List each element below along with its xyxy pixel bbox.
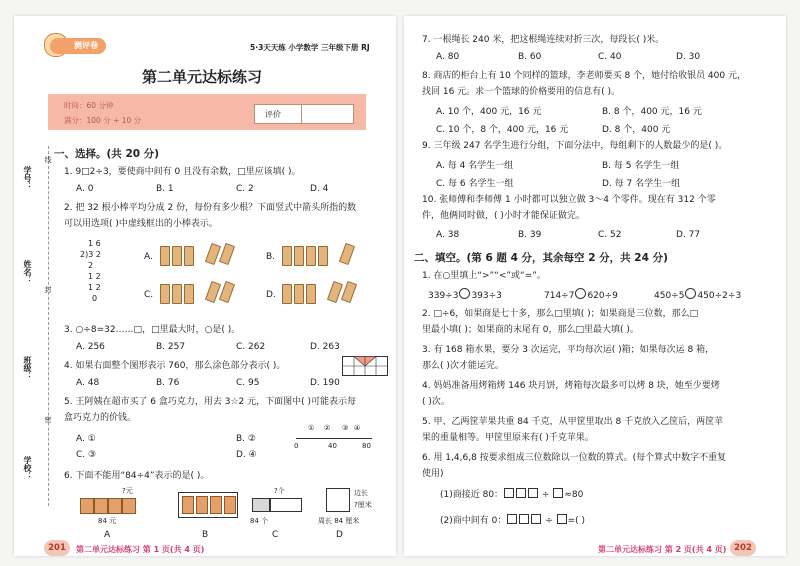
q8-option-c: C. 10 个，8 个，400 元，16 元 xyxy=(436,125,569,135)
q6-figure-c xyxy=(250,486,310,542)
axis-label-80: 80 xyxy=(362,442,371,450)
compare-circle[interactable] xyxy=(685,288,696,299)
q7-option-d: D. 30 xyxy=(676,52,701,62)
q9-option-b: B. 每 5 名学生一组 xyxy=(602,161,680,171)
seal-mark-seal: 封 xyxy=(44,286,52,293)
question-8-line1: 8. 商店的柜台上有 10 个同样的篮球，李老师要买 8 个，她付给收银员 400 元， xyxy=(422,71,746,81)
compare-2-right: 620÷9 xyxy=(587,291,618,301)
q6-d-perimeter: 周长 84 厘米 xyxy=(318,517,360,525)
fill-6-part-2: (2)商中间有 0： ÷ =( ) xyxy=(440,516,586,526)
question-2-line2: 可以用选项( )中虚线框出的小棒表示。 xyxy=(64,219,218,229)
q10-option-b: B. 39 xyxy=(518,230,542,240)
part-1-end: ≈80 xyxy=(564,490,584,500)
fill-question-2-line2: 里最小填( )；如果商的末尾有 0，那么□里最大填( )。 xyxy=(422,325,639,335)
side-label-name: 姓名： xyxy=(23,260,32,284)
test-badge: 测评卷 xyxy=(50,38,106,54)
compare-1-right: 393÷3 xyxy=(471,291,502,301)
side-label-number: 学号： xyxy=(23,166,32,190)
div-step-2: 1 2 xyxy=(88,272,101,281)
q6-c-question: ?个 xyxy=(274,487,285,495)
question-6: 6. 下面不能用“84÷4”表示的是( )。 xyxy=(64,471,210,481)
digit-box[interactable] xyxy=(507,514,517,524)
fill-question-4-line2: ( )次。 xyxy=(422,397,450,407)
q1-option-a: A. 0 xyxy=(76,184,94,194)
q7-option-c: C. 40 xyxy=(598,52,622,62)
q6-label-c: C xyxy=(272,530,279,540)
q1-option-b: B. 1 xyxy=(156,184,174,194)
compare-3-left: 450÷5 xyxy=(654,291,685,301)
fill-question-4-line1: 4. 妈妈准备用烤箱烤 146 块月饼，烤箱每次最多可以烤 8 块，她至少要烤 xyxy=(422,381,720,391)
sticks-figure-d xyxy=(282,280,372,310)
div-dividend: 2)3 2 xyxy=(80,250,101,259)
fill-question-6-line1: 6. 用 1,4,6,8 按要求组成三位数除以一位数的算式。(每个算式中数字不重复 xyxy=(422,453,727,463)
q10-option-d: D. 77 xyxy=(676,230,701,240)
q3-option-b: B. 257 xyxy=(156,342,186,352)
page-number-left: 201 xyxy=(44,540,70,556)
page-number-right: 202 xyxy=(730,540,756,556)
fill-question-3-line1: 3. 有 168 箱水果，要分 3 次运完，平均每次运( )箱；如果每次运 8 箱， xyxy=(422,345,715,355)
binding-line xyxy=(48,146,49,506)
q6-d-question: ?厘米 xyxy=(354,501,372,509)
sticks-figure-a xyxy=(160,242,250,272)
axis-mark-1: ① xyxy=(308,424,315,432)
q4-option-b: B. 76 xyxy=(156,378,180,388)
q6-figure-b xyxy=(176,486,246,542)
sticks-figure-c xyxy=(160,280,250,310)
q4-option-a: A. 48 xyxy=(76,378,100,388)
grade-box xyxy=(254,104,354,124)
question-5-line1: 5. 王阿姨在超市买了 6 盒巧克力，用去 3☆2 元，下面图中( )可能表示每 xyxy=(64,397,357,407)
footer-right: 第二单元达标练习 第 2 页(共 4 页) xyxy=(598,545,727,554)
q5-option-d: D. ④ xyxy=(236,450,257,460)
axis-mark-4: ④ xyxy=(354,424,361,432)
q7-option-a: A. 80 xyxy=(436,52,460,62)
side-label-school: 学校： xyxy=(23,456,32,480)
q6-figure-d xyxy=(318,486,394,542)
fill-6-part-1: (1)商接近 80： ÷ ≈80 xyxy=(440,490,584,500)
q6-label-a: A xyxy=(104,530,111,540)
q6-label-b: B xyxy=(202,530,209,540)
q6-a-total: 84 元 xyxy=(98,517,117,525)
q9-option-c: C. 每 6 名学生一组 xyxy=(436,179,514,189)
q8-option-d: D. 8 个，400 元 xyxy=(602,125,671,135)
fill-1-compare-2 xyxy=(544,288,618,302)
compare-2-left: 714÷7 xyxy=(544,291,575,301)
digit-box[interactable] xyxy=(528,488,538,498)
digit-box[interactable] xyxy=(516,488,526,498)
axis-label-0: 0 xyxy=(294,442,299,450)
q2-label-c: C. xyxy=(144,290,154,300)
question-5-line2: 盒巧克力的价钱。 xyxy=(64,413,137,423)
footer-left: 第二单元达标练习 第 1 页(共 4 页) xyxy=(76,545,205,554)
div-step-1: 2 xyxy=(88,261,94,270)
q9-option-d: D. 每 7 名学生一组 xyxy=(602,179,681,189)
fill-1-compare-1 xyxy=(428,288,502,302)
left-page xyxy=(14,16,396,556)
q9-option-a: A. 每 4 名学生一组 xyxy=(436,161,514,171)
question-1: 1. 9□2÷3，要使商中间有 0 且没有余数，□里应该填( )。 xyxy=(64,167,301,177)
q1-option-c: C. 2 xyxy=(236,184,254,194)
fill-question-3-line2: 那么( )次才能运完。 xyxy=(422,361,504,371)
q3-option-c: C. 262 xyxy=(236,342,266,352)
page-title: 第二单元达标练习 xyxy=(142,68,263,86)
score-info: 满分：100 分 + 10 分 xyxy=(64,116,142,125)
q2-label-b: B. xyxy=(266,252,276,262)
part-2-end: =( ) xyxy=(567,516,586,526)
question-3: 3. ○÷8=32……□，□里最大时，○是( )。 xyxy=(64,325,241,335)
number-line-figure xyxy=(294,420,384,454)
q10-option-c: C. 52 xyxy=(598,230,622,240)
compare-circle[interactable] xyxy=(459,288,470,299)
digit-box[interactable] xyxy=(519,514,529,524)
section-fill-title: 二、填空。(第 6 题 4 分，其余每空 2 分，共 24 分) xyxy=(414,252,668,264)
q4-option-d: D. 190 xyxy=(310,378,340,388)
question-7: 7. 一根绳长 240 米，把这根绳连续对折三次，每段长( )米。 xyxy=(422,35,665,45)
info-box xyxy=(48,94,366,130)
q3-option-d: D. 263 xyxy=(310,342,340,352)
q5-option-a: A. ① xyxy=(76,434,96,444)
q3-option-a: A. 256 xyxy=(76,342,105,352)
digit-box[interactable] xyxy=(553,488,563,498)
compare-1-left: 339÷3 xyxy=(428,291,459,301)
shaded-rectangle-figure xyxy=(342,356,388,376)
compare-circle[interactable] xyxy=(575,288,586,299)
digit-box[interactable] xyxy=(557,514,567,524)
seal-mark-secret: 密 xyxy=(44,416,52,423)
part-1-label: (1)商接近 80： xyxy=(440,490,504,500)
long-division-figure xyxy=(76,238,116,308)
q6-d-side: 边长 xyxy=(354,489,368,497)
sticks-figure-b xyxy=(282,242,372,272)
right-page xyxy=(404,16,786,556)
compare-3-right: 450÷2÷3 xyxy=(697,291,742,301)
question-8-line2: 找回 16 元。求一个篮球的价格要用的信息有( )。 xyxy=(422,87,621,97)
q6-a-question: ?元 xyxy=(122,487,133,495)
seal-mark-line: 线 xyxy=(44,156,52,163)
q5-option-c: C. ③ xyxy=(76,450,97,460)
book-header: 5·3天天练 小学数学 三年级下册 RJ xyxy=(250,43,370,52)
axis-mark-2: ② xyxy=(324,424,331,432)
q10-option-a: A. 38 xyxy=(436,230,460,240)
q6-c-total: 84 个 xyxy=(250,517,269,525)
question-10-line2: 件，他俩同时做，( )小时才能保证做完。 xyxy=(422,211,585,221)
section-choice-title: 一、选择。(共 20 分) xyxy=(54,148,160,160)
question-10-line1: 10. 张师傅和李师傅 1 小时都可以独立做 3～4 个零件。现在有 312 个零 xyxy=(422,195,716,205)
part-2-label: (2)商中间有 0： xyxy=(440,516,507,526)
question-4: 4. 如果右面整个图形表示 760，那么涂色部分表示( )。 xyxy=(64,361,286,371)
q7-option-b: B. 60 xyxy=(518,52,542,62)
fill-question-2-line1: 2. □÷6，如果商是七十多，那么□里填( )；如果商是三位数，那么□ xyxy=(422,309,699,319)
q8-option-b: B. 8 个，400 元，16 元 xyxy=(602,107,702,117)
fill-1-compare-3 xyxy=(654,288,741,302)
fill-question-6-line2: 使用) xyxy=(422,469,444,479)
q2-label-d: D. xyxy=(266,290,276,300)
q6-figure-a xyxy=(76,486,146,542)
side-label-class: 班级： xyxy=(23,356,32,380)
q2-label-a: A. xyxy=(144,252,153,262)
time-info: 时间：60 分钟 xyxy=(64,101,114,110)
grade-label: 评价 xyxy=(265,110,281,119)
fill-question-5-line1: 5. 甲、乙两筐苹果共重 84 千克，从甲筐里取出 8 千克放入乙筐后，两筐苹 xyxy=(422,417,724,427)
digit-box[interactable] xyxy=(531,514,541,524)
digit-box[interactable] xyxy=(504,488,514,498)
axis-label-40: 40 xyxy=(328,442,337,450)
question-2-line1: 2. 把 32 根小棒平均分成 2 份，每份有多少根？下面竖式中箭头所指的数 xyxy=(64,203,357,213)
div-remainder: 0 xyxy=(92,294,98,303)
q1-option-d: D. 4 xyxy=(310,184,329,194)
q4-option-c: C. 95 xyxy=(236,378,260,388)
q6-label-d: D xyxy=(336,530,343,540)
q5-option-b: B. ② xyxy=(236,434,256,444)
question-9: 9. 三年级 247 名学生进行分组，下面分法中，每组剩下的人数最少的是( )。 xyxy=(422,141,728,151)
fill-question-1: 1. 在○里填上“>”“<”或“=”。 xyxy=(422,271,546,281)
div-step-3: 1 2 xyxy=(88,283,101,292)
div-quotient: 1 6 xyxy=(88,239,101,248)
fill-question-5-line2: 果的重量相等。甲筐里原来有( )千克苹果。 xyxy=(422,433,594,443)
q8-option-a: A. 10 个，400 元，16 元 xyxy=(436,107,542,117)
axis-mark-3: ③ xyxy=(342,424,349,432)
